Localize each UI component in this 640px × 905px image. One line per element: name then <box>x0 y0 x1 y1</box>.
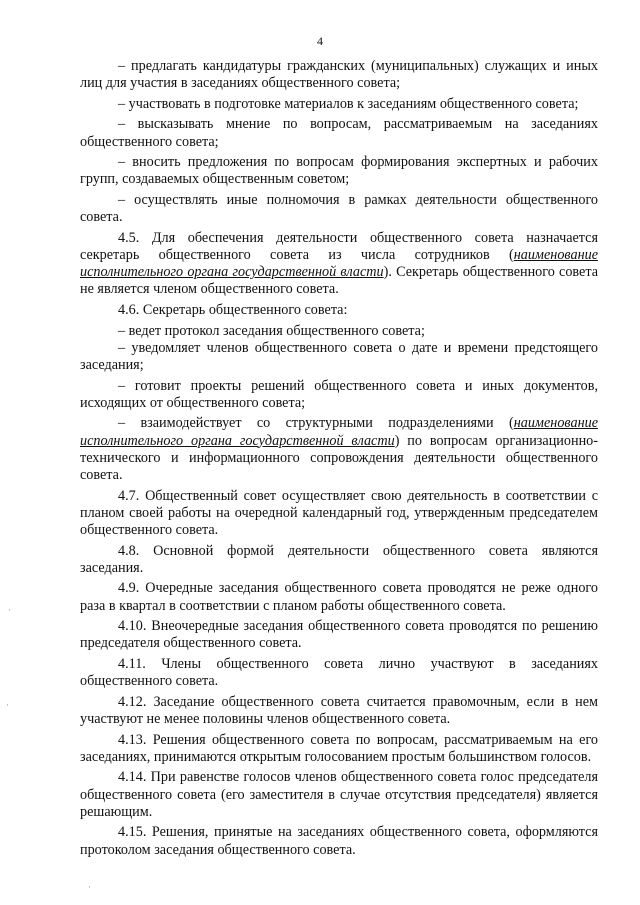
paragraph-text: ) по вопросам организационно-технического и информационного сопровождения деятельности общественного совета. <box>80 432 598 483</box>
paragraph: – высказывать мнение по вопросам, рассматриваемым на заседаниях общественного совета; <box>80 116 598 150</box>
paragraph: – готовит проекты решений общественного совета и иных документов, исходящих от общественного совета; <box>80 377 598 411</box>
document-body <box>80 58 598 862</box>
paragraph: – предлагать кандидатуры гражданских (муниципальных) служащих и иных лиц для участия в заседаниях общественного совета; <box>80 58 598 92</box>
organ-name-placeholder: наименование исполнительного органа государственной власти <box>80 415 598 449</box>
paragraph-text: 4.5. Для обеспечения деятельности общественного совета назначается секретарь общественного совета из числа сотрудников ( <box>80 229 598 263</box>
paragraph-text: ). Секретарь общественного совета не является членом общественного совета. <box>80 264 598 298</box>
paragraph: 4.7. Общественный совет осуществляет свою деятельность в соответствии с планом своей работы на очередной календарный год, утвержденным председателем общественного совета. <box>80 487 598 538</box>
paragraph: – осуществлять иные полномочия в рамках деятельности общественного совета. <box>80 191 598 226</box>
paragraph: 4.15. Решения, принятые на заседаниях общественного совета, оформляются протоколом заседания общественного совета. <box>80 824 598 858</box>
paragraph-text: – взаимодействует со структурными подразделениями ( <box>118 415 514 432</box>
paragraph: 4.10. Внеочередные заседания общественного совета проводятся по решению председателя общественного совета. <box>80 618 598 652</box>
paragraph: 4.13. Решения общественного совета по вопросам, рассматриваемым на его заседаниях, принимаются открытым голосованием простым большинством голосов. <box>80 731 598 765</box>
scan-speck: · <box>6 700 9 710</box>
paragraph: 4.12. Заседание общественного совета считается правомочным, если в нем участвуют не менее половины членов общественного совета. <box>80 693 598 727</box>
paragraph: – вносить предложения по вопросам формирования экспертных и рабочих групп, создаваемых общественным советом; <box>80 154 598 188</box>
paragraph: 4.9. Очередные заседания общественного совета проводятся не реже одного раза в квартал в соответствии с планом работы общественного совета. <box>80 580 598 614</box>
page-number: 4 <box>317 34 323 48</box>
paragraph: 4.11. Члены общественного совета лично участвуют в заседаниях общественного совета. <box>80 655 598 690</box>
paragraph: 4.6. Секретарь общественного совета: <box>118 301 348 318</box>
paragraph: – ведет протокол заседания общественного совета; <box>118 322 425 339</box>
paragraph: 4.14. При равенстве голосов членов общественного совета голос председателя общественного совета (его заместителя в случае отсутствия председателя) является решающим. <box>80 769 598 820</box>
paragraph: – участвовать в подготовке материалов к заседаниям общественного совета; <box>118 95 579 112</box>
paragraph <box>80 415 598 484</box>
scan-speck: · <box>8 605 11 615</box>
scan-speck: · <box>88 882 91 892</box>
paragraph: 4.8. Основной формой деятельности общественного совета являются заседания. <box>80 542 598 576</box>
paragraph: – уведомляет членов общественного совета о дате и времени предстоящего заседания; <box>80 339 598 373</box>
paragraph <box>80 230 598 299</box>
organ-name-placeholder: наименование исполнительного органа государственной власти <box>80 246 598 281</box>
